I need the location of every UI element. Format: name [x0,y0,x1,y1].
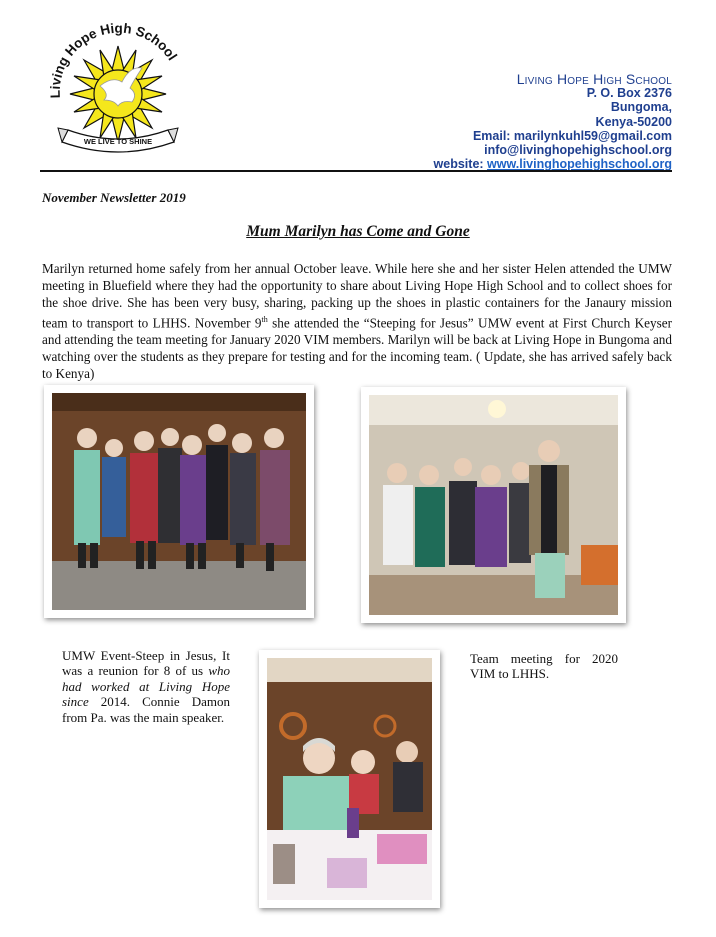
photo-table-gathering [259,650,440,908]
sun-dove-emblem-icon [38,20,198,160]
caption-left-italic: who had worked at Living Hope since [62,663,230,710]
info-email: info@livinghopehighschool.org [484,143,672,158]
caption-left-part-2: 2014. Connie Damon from Pa. was the main speaker. [62,694,230,725]
body-part-2: she attended the “Steeping for Jesus” UMW event at First Church Keyser and attending the team meeting for January 2020 VIM members. Marilyn will be back at Living Hope in Bungoma and watching over the students as they prepare for testing and for the incoming team. ( Update, she has arrived safely back to Kenya) [42,315,672,382]
caption-umw-event [62,648,230,725]
group-photo-women-icon [52,393,306,610]
po-box: P. O. Box 2376 [586,86,672,101]
school-logo [38,20,198,160]
logo-motto: WE LIVE TO SHINE [83,137,153,146]
article-headline: Mum Marilyn has Come and Gone [246,223,470,240]
header-divider [40,170,672,172]
town: Bungoma, [610,100,672,115]
photo-umw-event [44,385,314,618]
body-superscript: th [261,315,268,324]
website-link[interactable]: www.livinghopehighschool.org [487,157,672,172]
body-part-1: Marilyn returned home safely from her annual October leave. While here she and her sister Helen attended the UMW meeting in Bluefield where they had the opportunity to share about Living Hope High School and to collect shoes for the shoe drive. She has been very busy, sharing, packing up the shoes in plastic containers for the Janaury mission team to transport to LHHS. November 9 [42,261,672,331]
contact-block [434,72,672,171]
school-name: Living Hope High School [516,71,672,87]
article-body [42,260,672,382]
group-photo-table-icon [267,658,432,900]
caption-left-part-1: UMW Event-Steep in Jesus, It was a reunion for 8 of us [62,648,230,679]
region: Kenya-50200 [595,114,672,129]
photo-team-meeting [361,387,626,623]
website-label: website: [433,157,488,172]
caption-team-meeting: Team meeting for 2020 VIM to LHHS. [470,651,618,682]
newsletter-date: November Newsletter 2019 [42,190,186,205]
email-line: Email: marilynkuhl59@gmail.com [472,128,672,143]
logo-arc-text: Living Hope High School [47,20,180,99]
group-photo-team-icon [369,395,618,615]
